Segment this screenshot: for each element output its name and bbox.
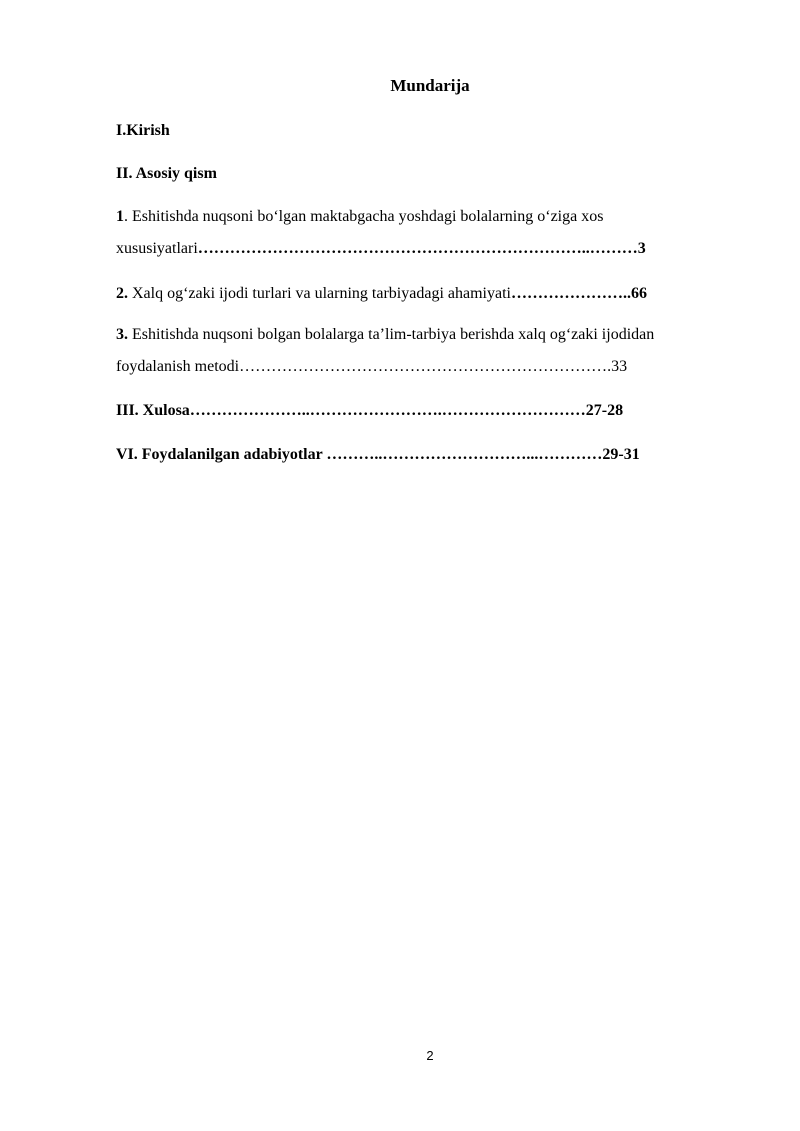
toc-entry-3-line-2 (116, 357, 627, 377)
toc-heading: Mundarija (390, 76, 470, 95)
toc-entry-2-text: Xalq og‘zaki ijodi turlari va ularning tarbiyadagi ahamiyati (128, 285, 511, 302)
toc-entry-1-number: 1 (116, 208, 124, 225)
toc-entry-kirish: I.Kirish (116, 122, 170, 139)
toc-entry-1-line-1 (116, 207, 603, 227)
toc-entry-asosiy-qism: II. Asosiy qism (116, 165, 217, 182)
toc-entry-1-text-cont: xususiyatlari (116, 240, 198, 257)
toc-entry-xulosa: III. Xulosa…………………..…………………….………………………27-28 (116, 402, 624, 419)
toc-entry-1-dots-page: ………………………………………………………………..………3 (197, 240, 646, 257)
page-number: 2 (426, 1048, 434, 1063)
toc-entry-2-dots-page: …………………..66 (510, 285, 647, 302)
toc-entry-3-line-1 (116, 325, 654, 345)
toc-entry-1-text: . Eshitishda nuqsoni bo‘lgan maktabgacha yoshdagi bolalarning o‘ziga xos (124, 208, 604, 225)
toc-entry-2-number: 2. (116, 285, 128, 302)
toc-entry-1-line-2 (116, 239, 646, 259)
toc-entry-3-text-cont: foydalanish metodi (116, 358, 240, 375)
toc-entry-3-text: Eshitishda nuqsoni bolgan bolalarga ta’lim-tarbiya berishda xalq og‘zaki ijodidan (128, 326, 655, 343)
toc-entry-3-dots-page: …………………………………………………………….33 (239, 358, 628, 375)
toc-entry-3-number: 3. (116, 326, 128, 343)
toc-entry-2 (116, 284, 647, 304)
toc-entry-adabiyotlar: VI. Foydalanilgan adabiyotlar ………..………………………...…………29-31 (116, 446, 640, 463)
